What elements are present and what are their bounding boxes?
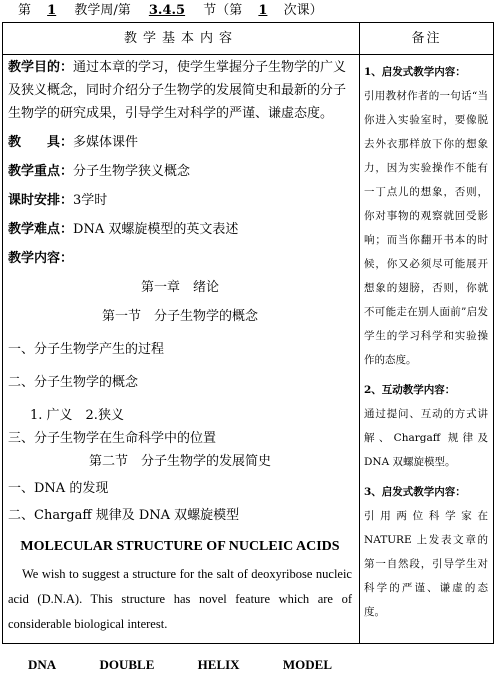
model-title-word-4: MODEL: [282, 657, 332, 672]
article-paragraph: We wish to suggest a structure for the salt of deoxyribose nucleic acid (D.N.A). This structure has novel feature which are of considerable biological interest.: [8, 567, 352, 631]
outline-item-1: 一、分子生物学产生的过程: [8, 342, 165, 357]
remark-1-heading: 1、启发式教学内容：: [364, 66, 466, 78]
column-divider: [359, 23, 360, 643]
content-label: 教学内容：: [8, 251, 74, 266]
remark-3-text: 引用两位科学家在 NATURE 上发表文章的第一自然段，引导学生对科学的严谨、谦虚的态度。: [364, 510, 488, 618]
section-1-title: 第一节 分子生物学的概念: [101, 309, 258, 324]
purpose-label: 教学目的：: [8, 60, 74, 75]
key-point-line: [8, 160, 352, 183]
difficulty-label: 教学难点：: [8, 222, 74, 237]
key-point-label: 教学重点：: [8, 164, 74, 179]
tools-label: 教 具：: [8, 135, 74, 150]
outline-item-2-sub: 1. 广义 2.狭义: [30, 408, 124, 423]
main-content: [8, 56, 352, 676]
remarks-column: [364, 60, 488, 624]
chapter-title: 第一章 绪论: [140, 280, 219, 295]
outline-item-3: 三、分子生物学在生命科学中的位置: [8, 431, 217, 446]
outline-item-5: 二、Chargaff 规律及 DNA 双螺旋模型: [8, 508, 240, 523]
hours-line: [8, 189, 352, 212]
header-text-3: 节（第: [203, 3, 243, 18]
tools-line: [8, 131, 352, 154]
section-numbers: 3.4.5: [148, 3, 186, 18]
tools-text: 多媒体课件: [73, 135, 139, 150]
difficulty-text: DNA 双螺旋模型的英文表述: [73, 222, 239, 237]
model-title: [8, 653, 352, 676]
outline-item-4: 一、DNA 的发现: [8, 481, 109, 496]
header-text-1: 第: [18, 3, 32, 18]
week-number: 1: [47, 3, 57, 18]
purpose-text: 通过本章的学习，使学生掌握分子生物学的广义及狭义概念，同时介绍分子生物学的发展简史和最新的分子生物学的研究成果，引导学生对科学的严谨、谦虚态度。: [8, 60, 347, 121]
remarks-column-title: 备注: [411, 31, 442, 46]
header-text-2: 教学周/第: [74, 3, 131, 18]
lesson-header: [0, 0, 496, 22]
remark-2-text: 通过提问、互动的方式讲解、Chargaff 规律及 DNA 双螺旋模型。: [364, 408, 488, 468]
header-row-divider: [3, 54, 493, 55]
outline-item-2: 二、分子生物学的概念: [8, 375, 139, 390]
article-title: MOLECULAR STRUCTURE OF NUCLEIC ACIDS: [20, 539, 340, 554]
remark-2-heading: 2、互动教学内容：: [364, 384, 456, 396]
remark-3-heading: 3、启发式教学内容：: [364, 486, 466, 498]
difficulty-line: [8, 218, 352, 241]
hours-label: 课时安排：: [8, 193, 74, 208]
remark-1-text: 引用教材作者的一句话“当你进入实验室时，要像脱去外衣那样放下你的想象力，因为实验操作不能有一丁点儿的想象，否则，你对事物的观察就回受影响；而当你翻开书本的时候，你又必须尽可能展开想象的翅膀，否则，你就不可能走在别人面前”启发学生的学习科学和实验操作的态度。: [364, 90, 488, 366]
hours-text: 3学时: [73, 193, 108, 208]
model-title-word-3: HELIX: [197, 657, 240, 672]
purpose-paragraph: [8, 56, 352, 125]
header-text-4: 次课）: [283, 3, 323, 18]
model-title-word-2: DOUBLE: [99, 657, 155, 672]
key-point-text: 分子生物学狭义概念: [73, 164, 191, 179]
main-column-title: 教学基本内容: [123, 31, 238, 46]
model-title-word-1: DNA: [28, 657, 57, 672]
section-2-title: 第二节 分子生物学的发展简史: [88, 454, 271, 469]
lesson-number: 1: [258, 3, 268, 18]
